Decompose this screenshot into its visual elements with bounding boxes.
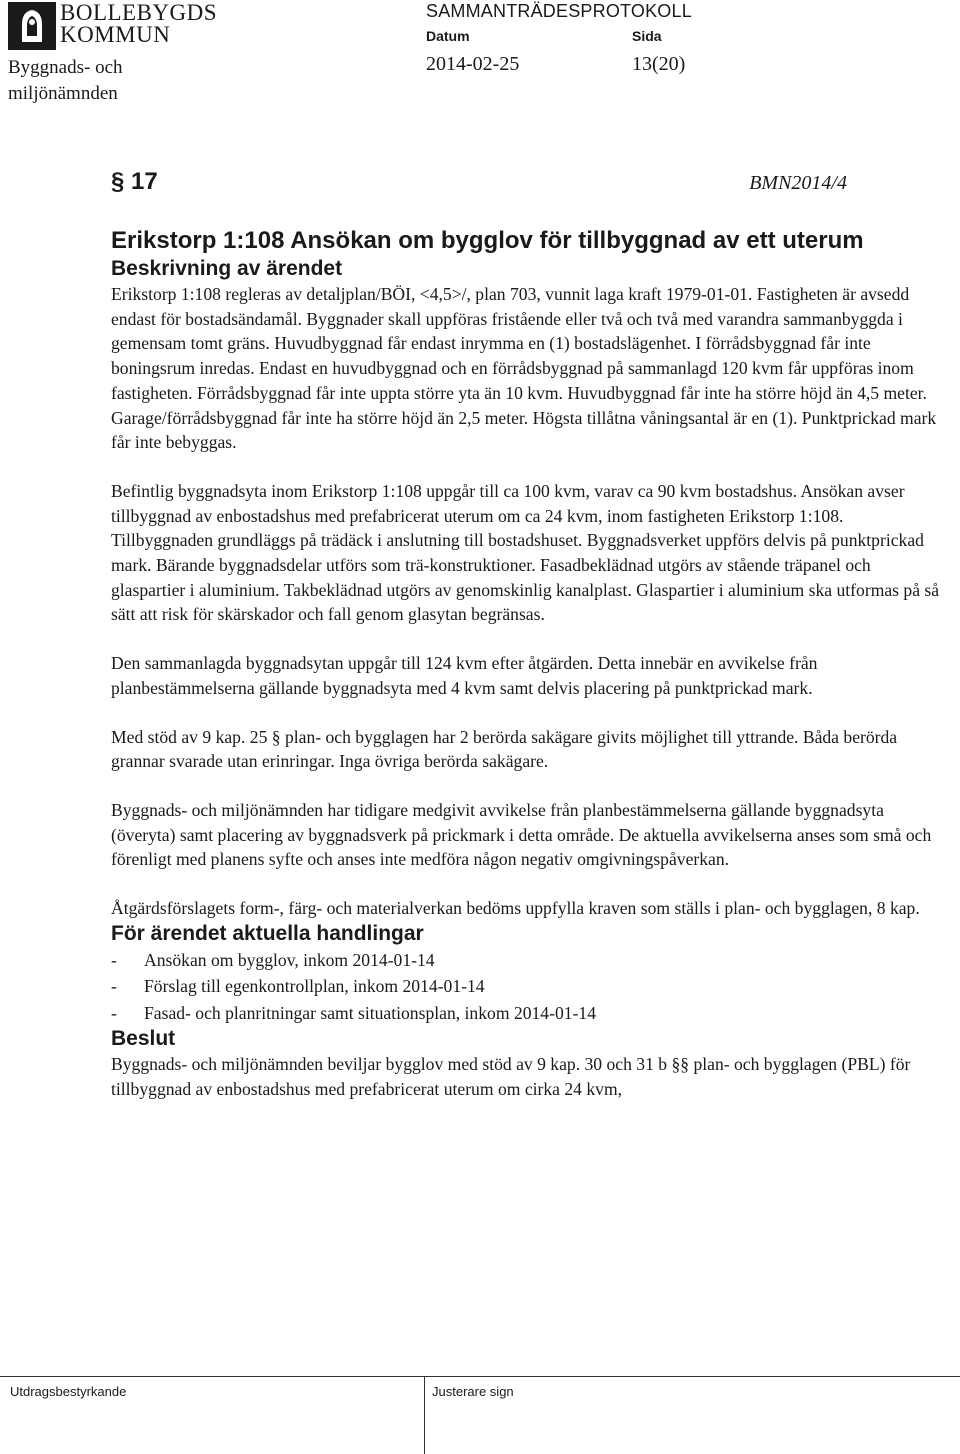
page-value: 13(20) — [632, 53, 686, 75]
adjuster-signature-label: Justerare sign — [432, 1384, 514, 1399]
document-title: Erikstorp 1:108 Ansökan om bygglov för tillbyggnad av ett uterum — [111, 227, 864, 254]
decision-text: Byggnads- och miljönämnden beviljar bygglov med stöd av 9 kap. 30 och 31 b §§ plan- och bygglagen (PBL) för tillbyggnad av enbostadshus med prefabricerat uterum om cirka 24 kvm, — [111, 1054, 911, 1099]
description-paragraph-2: Befintlig byggnadsyta inom Erikstorp 1:108 uppgår till ca 100 kvm, varav ca 90 kvm bostadshus. Ansökan avser tillbyggnad av enbostadshus med prefabricerat uterum om ca 24 kvm, inom fastigheten Erikstorp 1:108. Tillbyggnaden grundläggs på trädäck i anslutning till bostadshuset. Byggnadsverket uppförs delvis på punktprickad mark. Bärande byggnadsdelar utförs som trä-konstruktioner. Fasadbeklädnad utgörs av stående träpanel och glaspartier i aluminium. Takbeklädnad utgörs av genomskinlig kanalplast. Glaspartier i aluminium ska utformas på så sätt att risk för skärskador och fall genom glasytan begränsas. — [111, 480, 940, 625]
description-paragraph-5: Byggnads- och miljönämnden har tidigare medgivit avvikelse från planbestämmelserna gällande byggnadsyta (överyta) samt placering av byggnadsverk på prickmark i detta område. De aktuella avvikelserna anses som små och förenligt med planens syfte och anses inte medföra någon negativ omgivningspåverkan. — [111, 799, 932, 870]
coat-of-arms-icon — [8, 2, 56, 50]
description-paragraph-6: Åtgärdsförslagets form-, färg- och materialverkan bedöms uppfylla kraven som ställs i plan- och bygglagen, 8 kap. — [111, 898, 920, 919]
municipality-logo — [8, 0, 218, 52]
date-value: 2014-02-25 — [426, 53, 520, 75]
footer-divider — [0, 1376, 960, 1377]
list-item: - Ansökan om bygglov, inkom 2014-01-14 — [111, 949, 435, 970]
logo-line-2: KOMMUN — [60, 22, 171, 47]
paragraph-number: § 17 — [111, 168, 158, 195]
department-name — [8, 55, 123, 107]
case-number: BMN2014/4 — [749, 172, 847, 194]
page-label: Sida — [632, 28, 662, 44]
logo-line-1: BOLLEBYGDS — [60, 0, 218, 25]
list-item: - Förslag till egenkontrollplan, inkom 2014-01-14 — [111, 976, 485, 997]
description-paragraph-4: Med stöd av 9 kap. 25 § plan- och bygglagen har 2 berörda sakägare givits möjlighet till yttrande. Båda berörda grannar svarade utan erinringar. Inga övriga berörda sakägare. — [111, 726, 898, 772]
logo-wordmark — [60, 2, 217, 46]
footer-column-divider — [424, 1376, 425, 1454]
description-heading: Beskrivning av ärendet — [111, 257, 343, 280]
description-paragraph-1: Erikstorp 1:108 regleras av detaljplan/BÖI, <4,5>/, plan 703, vunnit laga kraft 1979-01-01. Fastigheten är avsedd endast för bostadsändamål. Byggnader skall uppföras fristående eller två och två med varandra sammanbyggda i gemensam tomt gräns. Huvudbyggnad får endast inrymma en (1) bostadslägenhet. I förrådsbyggnad får inte boningsrum inredas. Endast en huvudbyggnad och en förrådsbyggnad på sammanlagd 120 kvm får uppföras inom fastigheten. Förrådsbyggnad får inte uppta större yta än 10 kvm. Huvudbyggnad får inte ha större höjd än 4,5 meter. Garage/förrådsbyggnad får inte ha större höjd än 2,5 meter. Högsta tillåtna våningsantal är en (1). Punktprickad mark får inte bebyggas. — [111, 284, 937, 453]
department-line-1: Byggnads- och — [8, 57, 123, 78]
document-item-3: Fasad- och planritningar samt situationsplan, inkom 2014-01-14 — [144, 1002, 596, 1023]
document-item-1: Ansökan om bygglov, inkom 2014-01-14 — [144, 949, 435, 970]
documents-list — [111, 947, 941, 1027]
department-line-2: miljönämnden — [8, 83, 118, 104]
description-paragraph-3: Den sammanlagda byggnadsytan uppgår till 124 kvm efter åtgärden. Detta innebär en avvikelse från planbestämmelserna gällande byggnadsyta med 4 kvm samt delvis placering på punktprickad mark. — [111, 653, 818, 698]
document-item-2: Förslag till egenkontrollplan, inkom 2014-01-14 — [144, 976, 485, 997]
document-body — [111, 168, 941, 1102]
protocol-title: SAMMANTRÄDESPROTOKOLL — [426, 1, 692, 21]
documents-heading: För ärendet aktuella handlingar — [111, 921, 424, 945]
date-label: Datum — [426, 28, 470, 44]
decision-heading: Beslut — [111, 1027, 176, 1051]
list-item: - Fasad- och planritningar samt situationsplan, inkom 2014-01-14 — [111, 1002, 596, 1023]
certification-label: Utdragsbestyrkande — [10, 1384, 127, 1399]
paragraph-header — [111, 168, 941, 204]
